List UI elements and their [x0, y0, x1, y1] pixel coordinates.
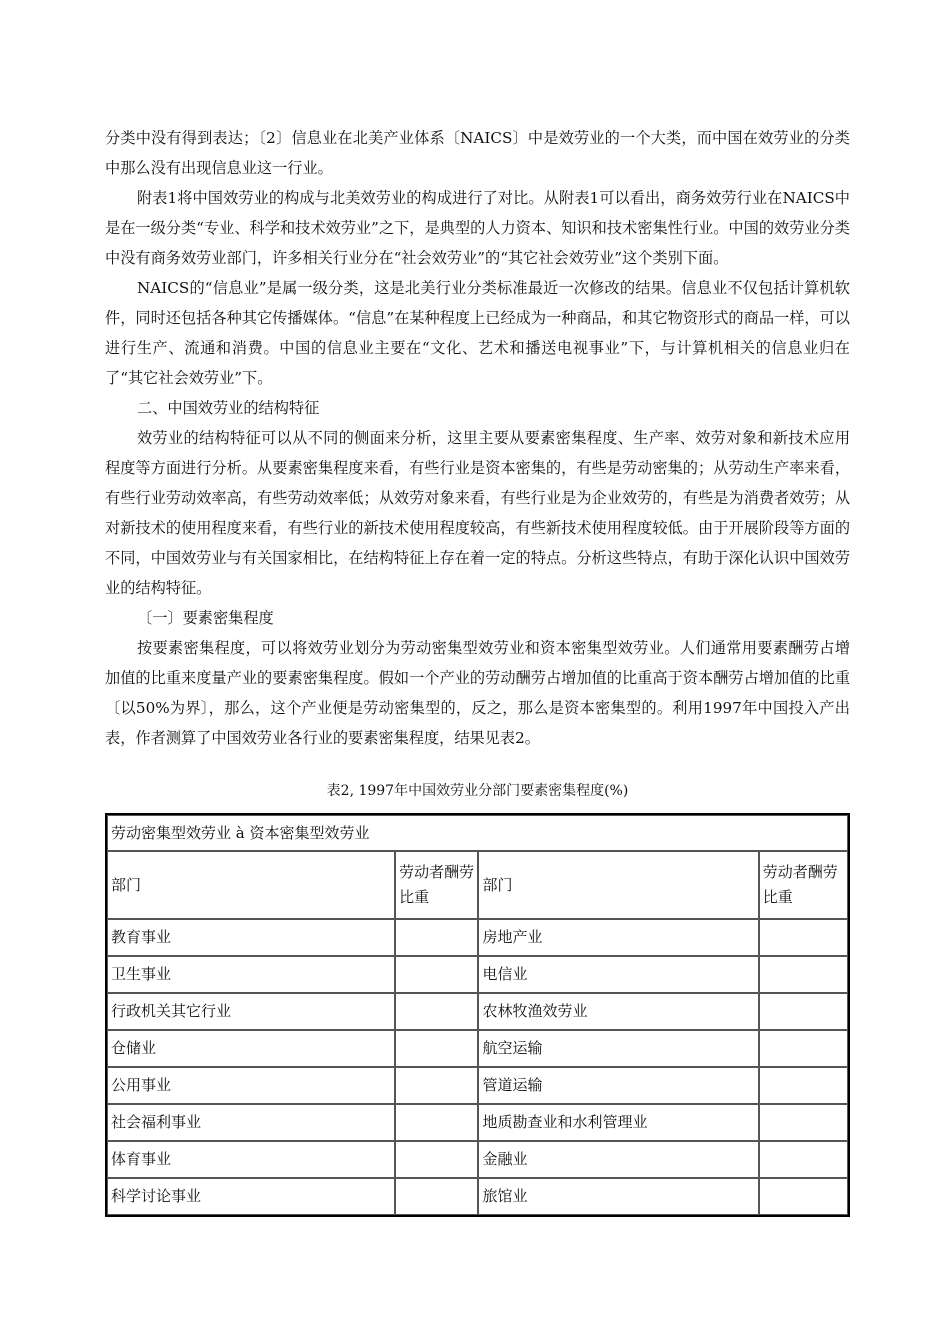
ratio-right [759, 1030, 848, 1067]
table-row [107, 1104, 848, 1141]
ratio-left [395, 956, 478, 993]
ratio-left [395, 1030, 478, 1067]
table-row [107, 1178, 848, 1215]
paragraph-2: 附表1将中国效劳业的构成与北美效劳业的构成进行了对比。从附表1可以看出，商务效劳行业在NAICS中是在一级分类“专业、科学和技术效劳业”之下，是典型的人力资本、知识和技术密集性行业。中国的效劳业分类中没有商务效劳业部门，许多相关行业分在“社会效劳业”的“其它社会效劳业”这个类别下面。 [105, 189, 850, 267]
ratio-right [759, 993, 848, 1030]
section-heading-2: 二、中国效劳业的结构特征 [137, 399, 320, 417]
ratio-right [759, 919, 848, 956]
dept-right: 旅馆业 [478, 1178, 758, 1215]
dept-left: 行政机关其它行业 [107, 993, 395, 1030]
dept-left: 卫生事业 [107, 956, 395, 993]
paragraph-3: NAICS的“信息业”是属一级分类，这是北美行业分类标准最近一次修改的结果。信息业不仅包括计算机软件，同时还包括各种其它传播媒体。“信息”在某种程度上已经成为一种商品，和其它物资形式的商品一样，可以进行生产、流通和消费。中国的信息业主要在“文化、艺术和播送电视事业”下，与计算机相关的信息业归在了“其它社会效劳业”下。 [105, 279, 850, 387]
ratio-left [395, 993, 478, 1030]
table-row [107, 993, 848, 1030]
table-row [107, 1030, 848, 1067]
ratio-left [395, 1178, 478, 1215]
dept-right: 电信业 [478, 956, 758, 993]
ratio-left [395, 1067, 478, 1104]
dept-right: 航空运输 [478, 1030, 758, 1067]
dept-right: 管道运输 [478, 1067, 758, 1104]
ratio-right [759, 1141, 848, 1178]
table-span-header: 劳动密集型效劳业 à 资本密集型效劳业 [107, 815, 848, 851]
paragraph-1: 分类中没有得到表达；〔2〕信息业在北美产业体系〔NAICS〕中是效劳业的一个大类，而中国在效劳业的分类中那么没有出现信息业这一行业。 [105, 129, 850, 177]
ratio-right [759, 956, 848, 993]
table-row [107, 1141, 848, 1178]
col-header-dept-left: 部门 [107, 851, 395, 919]
ratio-right [759, 1104, 848, 1141]
subsection-heading-1: 〔一〕要素密集程度 [137, 609, 274, 627]
dept-left: 体育事业 [107, 1141, 395, 1178]
col-header-ratio-left: 劳动者酬劳比重 [395, 851, 478, 919]
ratio-left [395, 919, 478, 956]
ratio-right [759, 1067, 848, 1104]
dept-left: 公用事业 [107, 1067, 395, 1104]
table-row [107, 919, 848, 956]
document-page [105, 123, 850, 1217]
dept-right: 地质勘查业和水利管理业 [478, 1104, 758, 1141]
dept-left: 仓储业 [107, 1030, 395, 1067]
ratio-right [759, 1178, 848, 1215]
table-row [107, 1067, 848, 1104]
factor-intensity-table [105, 813, 850, 1217]
dept-left: 科学讨论事业 [107, 1178, 395, 1215]
paragraph-5: 按要素密集程度，可以将效劳业划分为劳动密集型效劳业和资本密集型效劳业。人们通常用要素酬劳占增加值的比重来度量产业的要素密集程度。假如一个产业的劳动酬劳占增加值的比重高于资本酬劳占增加值的比重〔以50%为界〕，那么，这个产业便是劳动密集型的，反之，那么是资本密集型的。利用1997年中国投入产出表，作者测算了中国效劳业各行业的要素密集程度，结果见表2。 [105, 639, 850, 747]
table-header-row [107, 851, 848, 919]
dept-right: 房地产业 [478, 919, 758, 956]
dept-left: 社会福利事业 [107, 1104, 395, 1141]
col-header-dept-right: 部门 [478, 851, 758, 919]
dept-right: 金融业 [478, 1141, 758, 1178]
col-header-ratio-right: 劳动者酬劳比重 [759, 851, 848, 919]
dept-left: 教育事业 [107, 919, 395, 956]
table-caption: 表2, 1997年中国效劳业分部门要素密集程度(%) [326, 783, 629, 799]
paragraph-4: 效劳业的结构特征可以从不同的侧面来分析，这里主要从要素密集程度、生产率、效劳对象和新技术应用程度等方面进行分析。从要素密集程度来看，有些行业是资本密集的，有些是劳动密集的；从劳动生产率来看，有些行业劳动效率高，有些劳动效率低；从效劳对象来看，有些行业是为企业效劳的，有些是为消费者效劳；从对新技术的使用程度来看，有些行业的新技术使用程度较高，有些新技术使用程度较低。由于开展阶段等方面的不同，中国效劳业与有关国家相比，在结构特征上存在着一定的特点。分析这些特点，有助于深化认识中国效劳业的结构特征。 [105, 429, 850, 597]
ratio-left [395, 1104, 478, 1141]
table-row [107, 956, 848, 993]
dept-right: 农林牧渔效劳业 [478, 993, 758, 1030]
ratio-left [395, 1141, 478, 1178]
